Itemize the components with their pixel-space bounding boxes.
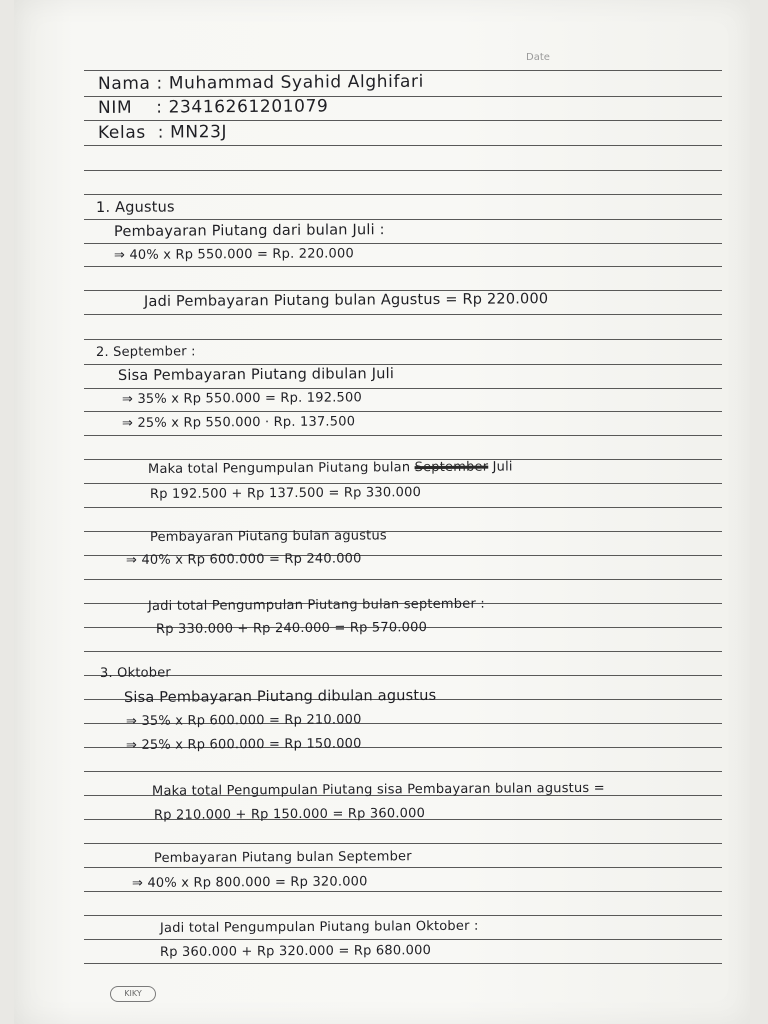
section-3-line-5: Rp 210.000 + Rp 150.000 = Rp 360.000	[153, 806, 426, 823]
ruled-line	[84, 435, 722, 436]
ruled-line	[84, 266, 722, 267]
ruled-line	[84, 243, 722, 244]
student-class: Kelas : MN23J	[97, 122, 228, 143]
section-2-line-5: Rp 192.500 + Rp 137.500 = Rp 330.000	[149, 485, 422, 502]
section-2-line-9: Rp 330.000 + Rp 240.000 = Rp 570.000	[155, 620, 428, 637]
section-3-line-6: Pembayaran Piutang bulan September	[153, 849, 412, 866]
ruled-line	[84, 963, 722, 964]
section-2-title: 2. September :	[95, 344, 196, 360]
ruled-line	[84, 170, 722, 171]
section-3-line-2: ⇒ 35% x Rp 600.000 = Rp 210.000	[125, 712, 362, 729]
section-2-line-1: Sisa Pembayaran Piutang dibulan Juli	[117, 366, 395, 384]
struck-word: September	[414, 459, 489, 476]
date-label: Date	[526, 52, 550, 63]
section-3-line-3: ⇒ 25% x Rp 600.000 = Rp 150.000	[125, 736, 362, 753]
notebook-brand-mark: KIKY	[110, 986, 156, 1002]
notebook-page	[14, 0, 750, 1024]
section-3-line-4: Maka total Pengumpulan Piutang sisa Pembayaran bulan agustus =	[151, 780, 605, 799]
ruled-line	[84, 290, 722, 291]
ruled-line	[84, 411, 722, 412]
ruled-line	[84, 939, 722, 940]
ruled-line	[84, 219, 722, 220]
section-3-line-8: Jadi total Pengumpulan Piutang bulan Oktober :	[159, 918, 479, 936]
ruled-line	[84, 867, 722, 868]
ruled-line	[84, 579, 722, 580]
section-3-line-7: ⇒ 40% x Rp 800.000 = Rp 320.000	[131, 874, 368, 891]
section-2-line-7: ⇒ 40% x Rp 600.000 = Rp 240.000	[125, 551, 362, 568]
ruled-line	[84, 915, 722, 916]
ruled-line	[84, 339, 722, 340]
section-2-line-4	[148, 459, 513, 477]
section-1-line-2: ⇒ 40% x Rp 550.000 = Rp. 220.000	[113, 246, 354, 263]
student-nim: NIM : 2341626120107​9	[97, 96, 329, 118]
ruled-line	[84, 70, 722, 71]
ruled-line	[84, 194, 722, 195]
ruled-line	[84, 364, 722, 365]
section-1-line-3: Jadi Pembayaran Piutang bulan Agustus = Rp 220.000	[143, 291, 549, 310]
ruled-line	[84, 891, 722, 892]
ruled-line	[84, 314, 722, 315]
section-2-line-4-month: Juli	[492, 459, 513, 475]
ruled-line	[84, 145, 722, 146]
ruled-line	[84, 843, 722, 844]
ruled-line	[84, 771, 722, 772]
section-1-line-1: Pembayaran Piutang dari bulan Juli :	[113, 222, 385, 240]
ruled-line	[84, 675, 722, 676]
section-2-line-6: Pembayaran Piutang bulan agustus	[149, 528, 387, 545]
ruled-line	[84, 507, 722, 508]
ruled-line	[84, 483, 722, 484]
ruled-line	[84, 651, 722, 652]
ruled-line	[84, 388, 722, 389]
section-3-line-9: Rp 360.000 + Rp 320.000 = Rp 680.000	[159, 943, 432, 960]
ruled-line	[84, 120, 722, 121]
section-2-line-8: Jadi total Pengumpulan Piutang bulan september :	[147, 596, 485, 614]
section-3-line-1: Sisa Pembayaran Piutang dibulan agustus	[123, 687, 437, 706]
section-1-title: 1. Agustus	[95, 199, 175, 216]
section-2-line-2: ⇒ 35% x Rp 550.000 = Rp. 192.500	[121, 390, 362, 407]
student-name: Nama : Muhammad Syahid Alghifari	[97, 71, 424, 94]
section-2-line-4-text: Maka total Pengumpulan Piutang bulan	[147, 460, 411, 477]
section-2-line-3: ⇒ 25% x Rp 550.000 · Rp. 137.500	[121, 414, 356, 431]
section-3-title: 3. Oktober	[99, 665, 172, 681]
